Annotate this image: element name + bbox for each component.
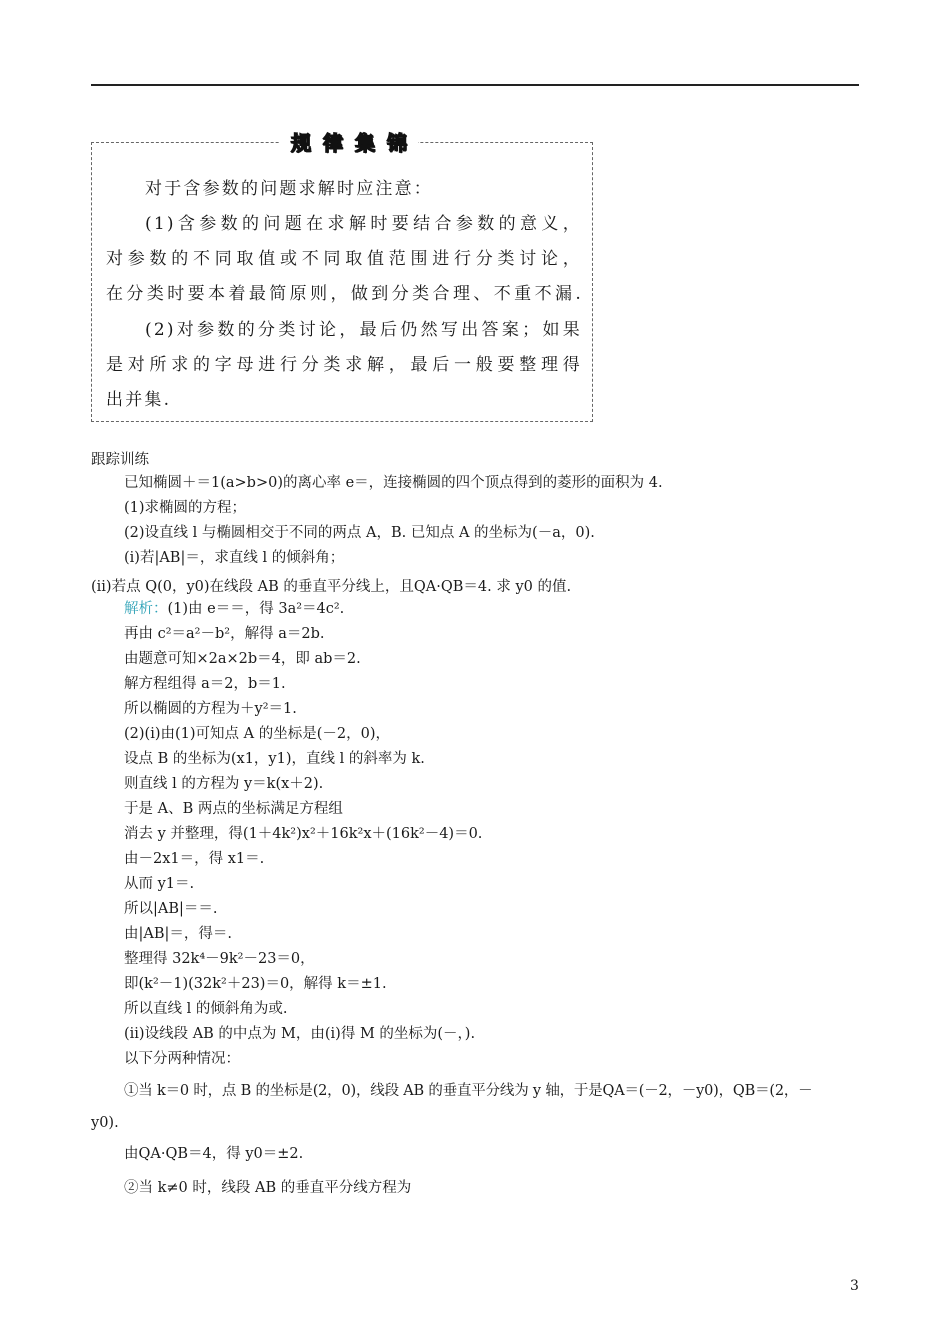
box-title-char: 锦 bbox=[387, 131, 407, 155]
solution-line: ②当 k≠0 时，线段 AB 的垂直平分线方程为 bbox=[124, 1180, 412, 1196]
box-text-line: (1)含参数的问题在求解时要结合参数的意义， bbox=[145, 214, 582, 234]
solution-line: 所以直线 l 的倾斜角为或. bbox=[124, 1001, 288, 1017]
solution-line: 由－2x1＝，得 x1＝. bbox=[124, 851, 265, 867]
solution-line: ①当 k＝0 时，点 B 的坐标是(2，0)，线段 AB 的垂直平分线为 y 轴，于是QA＝(－2，－y0)，QB＝(2，－ bbox=[124, 1083, 813, 1099]
section-title: 跟踪训练 bbox=[91, 452, 149, 468]
solution-line: 解方程组得 a＝2，b＝1. bbox=[124, 676, 286, 692]
solution-line: 从而 y1＝. bbox=[124, 876, 195, 892]
solution-line: 以下分两种情况： bbox=[124, 1051, 240, 1067]
solution-line: (2)(i)由(1)可知点 A 的坐标是(－2，0)， bbox=[124, 726, 390, 742]
solution-label: 解析： bbox=[124, 601, 168, 617]
solution-line: 由|AB|＝，得＝. bbox=[124, 926, 233, 942]
solution-line: 再由 c²＝a²－b²，解得 a＝2b. bbox=[124, 626, 325, 642]
solution-line: 整理得 32k⁴－9k²－23＝0， bbox=[124, 951, 315, 967]
box-title-char: 规 bbox=[291, 131, 311, 155]
box-text-line: 对参数的不同取值或不同取值范围进行分类讨论， bbox=[106, 249, 582, 269]
solution-line: 设点 B 的坐标为(x1，y1)，直线 l 的斜率为 k. bbox=[124, 751, 425, 767]
header-rule bbox=[91, 84, 859, 86]
solution-line: 即(k²－1)(32k²＋23)＝0，解得 k＝±1. bbox=[124, 976, 387, 992]
box-title-char: 集 bbox=[355, 131, 375, 155]
solution-line-1 bbox=[124, 600, 344, 618]
solution-line: 由QA·QB＝4，得 y0＝±2. bbox=[124, 1146, 304, 1162]
problem-part: (1)求椭圆的方程； bbox=[124, 500, 247, 516]
solution-line: 由题意可知×2a×2b＝4，即 ab＝2. bbox=[124, 651, 361, 667]
solution-line: (ii)设线段 AB 的中点为 M，由(i)得 M 的坐标为(－，). bbox=[124, 1026, 476, 1042]
problem-part: (ii)若点 Q(0，y0)在线段 AB 的垂直平分线上，且QA·QB＝4. 求 y0 的值. bbox=[91, 579, 572, 595]
solution-line: y0). bbox=[91, 1115, 119, 1131]
solution-line: 所以|AB|＝＝. bbox=[124, 901, 218, 917]
box-text-line: 是对所求的字母进行分类求解，最后一般要整理得 bbox=[106, 355, 582, 375]
page-number: 3 bbox=[850, 1278, 859, 1294]
box-text-line: 在分类时要本着最简原则，做到分类合理、不重不漏. bbox=[106, 284, 582, 304]
box-text-line: (2)对参数的分类讨论，最后仍然写出答案；如果 bbox=[145, 320, 582, 340]
box-title bbox=[280, 128, 418, 158]
solution-line: 则直线 l 的方程为 y＝k(x＋2). bbox=[124, 776, 324, 792]
problem-part: (i)若|AB|＝，求直线 l 的倾斜角； bbox=[124, 550, 345, 566]
solution-line: 所以椭圆的方程为＋y²＝1. bbox=[124, 701, 297, 717]
problem-part: (2)设直线 l 与椭圆相交于不同的两点 A，B. 已知点 A 的坐标为(－a，0). bbox=[124, 525, 595, 541]
solution-line: 于是 A、B 两点的坐标满足方程组 bbox=[124, 801, 343, 817]
box-text-line: 对于含参数的问题求解时应注意： bbox=[145, 179, 433, 199]
box-text-line: 出并集. bbox=[106, 390, 172, 410]
solution-text: (1)由 e＝＝，得 3a²＝4c². bbox=[167, 601, 345, 617]
solution-line: 消去 y 并整理，得(1＋4k²)x²＋16k²x＋(16k²－4)＝0. bbox=[124, 826, 483, 842]
box-title-char: 律 bbox=[323, 131, 343, 155]
problem-stem: 已知椭圆＋＝1(a>b>0)的离心率 e＝，连接椭圆的四个顶点得到的菱形的面积为 4. bbox=[124, 475, 663, 491]
